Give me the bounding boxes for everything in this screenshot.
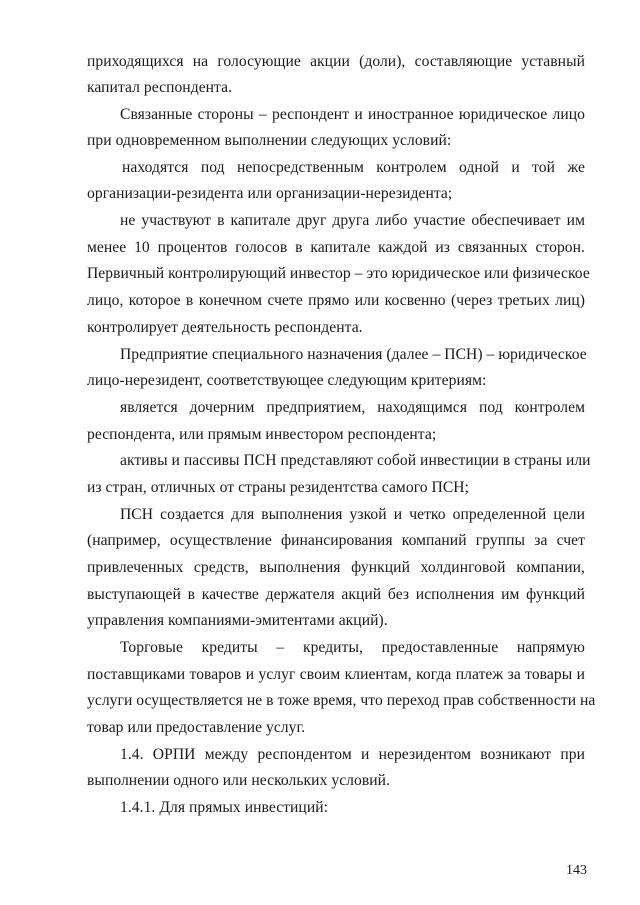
text-line: услуги осуществляется не в тоже время, что переход прав собственности на [87, 692, 596, 709]
page-number: 143 [566, 863, 587, 878]
text-line: (например, осуществление финансирования компаний группы за счет [87, 532, 585, 549]
text-line: капитал респондента. [87, 79, 233, 96]
text-line: поставщиками товаров и услуг своим клиентам, когда платеж за товары и [87, 666, 585, 683]
text-line: привлеченных средств, выполнения функций холдинговой компании, [87, 559, 585, 576]
text-line: контролирует деятельность респондента. [87, 319, 363, 336]
text-line: активы и пассивы ПСН представляют собой инвестиции в страны или [120, 452, 591, 469]
text-line: товар или предоставление услуг. [87, 719, 306, 736]
text-line: ПСН создается для выполнения узкой и четко определенной цели [120, 506, 585, 523]
text-line: является дочерним предприятием, находящимся под контролем [120, 399, 585, 416]
text-line: 1.4.1. Для прямых инвестиций: [120, 799, 328, 816]
text-line: при одновременном выполнении следующих условий: [87, 132, 452, 149]
text-line: не участвуют в капитале друг друга либо участие обеспечивает им [120, 212, 585, 229]
text-line: находятся под непосредственным контролем одной и той же [122, 159, 585, 176]
text-line: приходящихся на голосующие акции (доли), составляющие уставный [87, 53, 585, 70]
text-line: Торговые кредиты – кредиты, предоставленные напрямую [120, 639, 585, 656]
text-line: организации-резидента или организации-нерезидента; [87, 185, 453, 202]
text-line: выступающей в качестве держателя акций без исполнения им функций [87, 586, 585, 603]
text-line: управления компаниями-эмитентами акций). [87, 612, 388, 629]
text-line: лицо-нерезидент, соответствующее следующим критериям: [87, 372, 487, 389]
text-line: 1.4. ОРПИ между респондентом и нерезидентом возникают при [120, 746, 585, 763]
text-line: выполнении одного или нескольких условий. [87, 772, 391, 789]
text-line: респондента, или прямым инвестором респондента; [87, 426, 437, 443]
text-line: Связанные стороны – респондент и иностранное юридическое лицо [120, 106, 585, 123]
text-line: менее 10 процентов голосов в капитале каждой из связанных сторон. [87, 239, 585, 256]
text-line: Первичный контролирующий инвестор – это юридическое или физическое [87, 265, 590, 282]
text-line: из стран, отличных от страны резидентства самого ПСН; [87, 479, 470, 496]
text-line: Предприятие специального назначения (далее – ПСН) – юридическое [120, 346, 587, 363]
text-line: лицо, которое в конечном счете прямо или косвенно (через третьих лиц) [87, 292, 585, 309]
